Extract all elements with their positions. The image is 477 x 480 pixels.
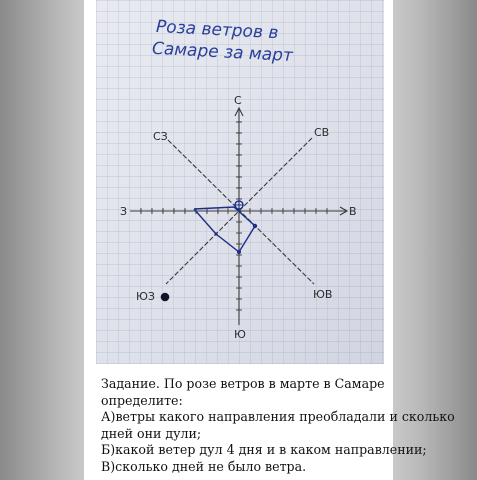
task-text	[101, 376, 455, 476]
wind-rose-drawing	[96, 0, 384, 364]
title-line-1: Роза ветров в	[155, 16, 279, 44]
task-line-5: Б)какой ветер дул 4 дня и в каком направлении;	[101, 442, 427, 458]
task-line-1: Задание. По розе ветров в марте в Самаре	[101, 376, 385, 391]
task-line-3: А)ветры какого направления преобладали и сколько	[101, 409, 455, 425]
label-southwest: ЮЗ	[136, 290, 155, 303]
label-northeast: СВ	[314, 126, 330, 139]
document-page	[84, 0, 455, 480]
calm-days-dot	[161, 293, 170, 302]
title-line-2: Самаре за март	[151, 38, 294, 67]
label-northwest: СЗ	[153, 130, 168, 143]
task-line-2: определите:	[101, 392, 183, 408]
task-line-4: дней они дули;	[101, 425, 202, 441]
label-north: С	[234, 94, 242, 107]
label-south: Ю	[234, 328, 246, 341]
task-line-6: В)сколько дней не было ветра.	[101, 458, 307, 474]
label-southeast: ЮВ	[313, 288, 333, 301]
label-east: В	[349, 205, 357, 218]
wind-rose-photo	[96, 0, 384, 364]
label-west: З	[120, 205, 128, 218]
